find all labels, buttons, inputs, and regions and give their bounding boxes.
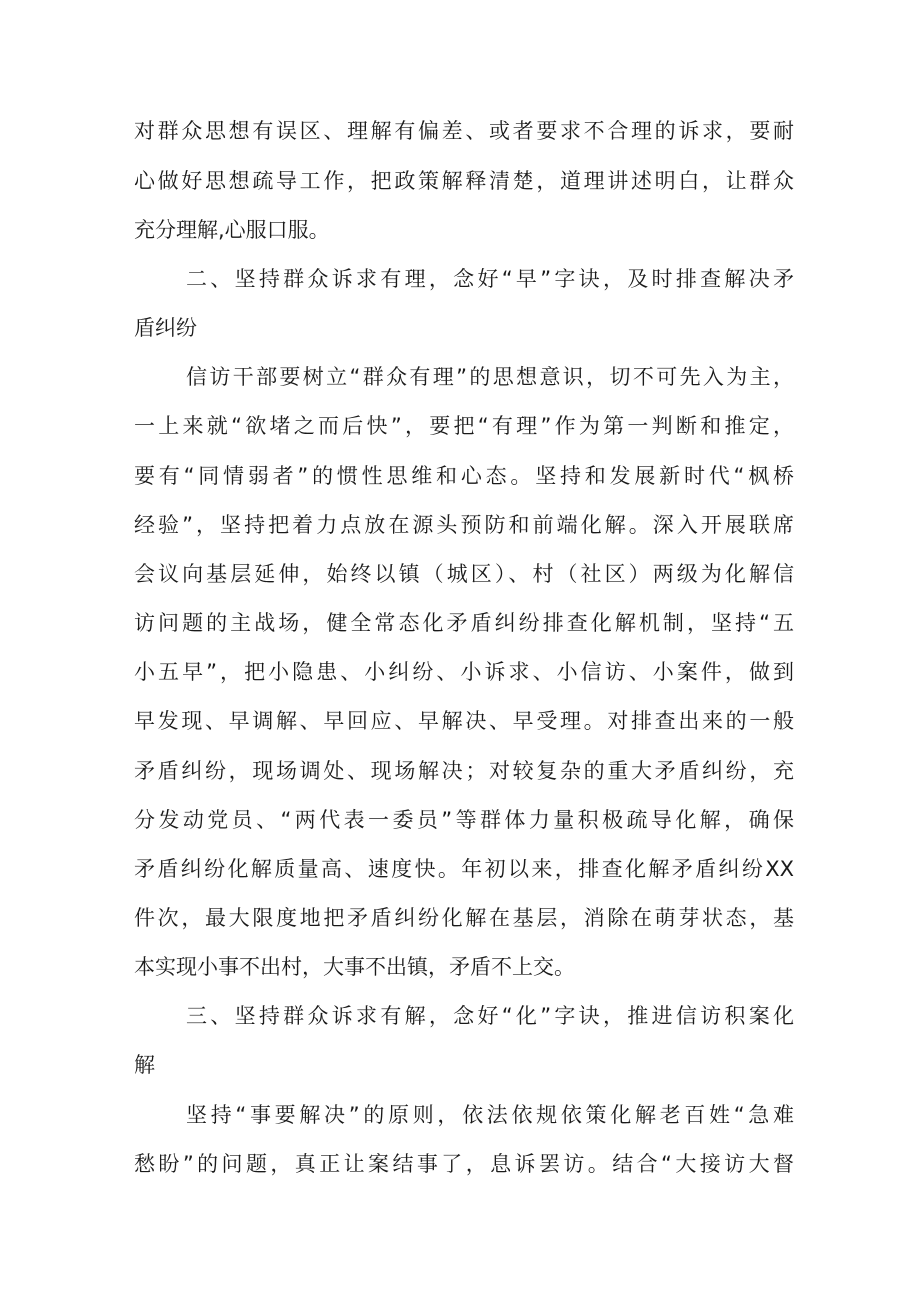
text-line: 早发现、早调解、早回应、早解决、早受理。对排查出来的一般 xyxy=(134,709,794,733)
text-line: 坚持“事要解决”的原则，依法依规依策化解老百姓“急难 xyxy=(186,1103,794,1127)
text-line: 充分理解,心服口服。 xyxy=(134,218,330,242)
text-line: 件次，最大限度地把矛盾纠纷化解在基层，消除在萌芽状态，基 xyxy=(134,906,794,930)
text-line: 愁盼”的问题，真正让案结事了，息诉罢访。结合“大接访大督 xyxy=(134,1152,794,1176)
text-line: 小五早”，把小隐患、小纠纷、小诉求、小信访、小案件，做到 xyxy=(134,660,794,684)
text-line: 会议向基层延伸，始终以镇（城区）、村（社区）两级为化解信 xyxy=(134,562,794,586)
text-line: 经验”，坚持把着力点放在源头预防和前端化解。深入开展联席 xyxy=(134,513,794,537)
section-heading: 二、坚持群众诉求有理，念好“早”字诀，及时排查解决矛 xyxy=(186,267,794,291)
section-heading: 三、坚持群众诉求有解，念好“化”字诀，推进信访积案化 xyxy=(186,1004,794,1028)
text-line: 信访干部要树立“群众有理”的思想意识，切不可先入为主， xyxy=(186,365,794,389)
text-line: 矛盾纠纷，现场调处、现场解决；对较复杂的重大矛盾纠纷，充 xyxy=(134,759,794,783)
text-line: 访问题的主战场，健全常态化矛盾纠纷排查化解机制，坚持“五 xyxy=(134,611,794,635)
text-line: 要有“同情弱者”的惯性思维和心态。坚持和发展新时代“枫桥 xyxy=(134,464,794,488)
text-line: 矛盾纠纷化解质量高、速度快。年初以来，排查化解矛盾纠纷XX xyxy=(134,857,794,881)
text-line: 本实现小事不出村，大事不出镇，矛盾不上交。 xyxy=(134,955,575,979)
text-line: 一上来就“欲堵之而后快”，要把“有理”作为第一判断和推定， xyxy=(134,414,794,438)
text-line: 心做好思想疏导工作，把政策解释清楚，道理讲述明白，让群众 xyxy=(134,169,794,193)
text-line: 对群众思想有误区、理解有偏差、或者要求不合理的诉求，要耐 xyxy=(134,119,794,143)
text-line: 分发动党员、“两代表一委员”等群体力量积极疏导化解，确保 xyxy=(134,808,794,832)
section-heading: 解 xyxy=(134,1053,155,1077)
section-heading: 盾纠纷 xyxy=(134,316,197,340)
